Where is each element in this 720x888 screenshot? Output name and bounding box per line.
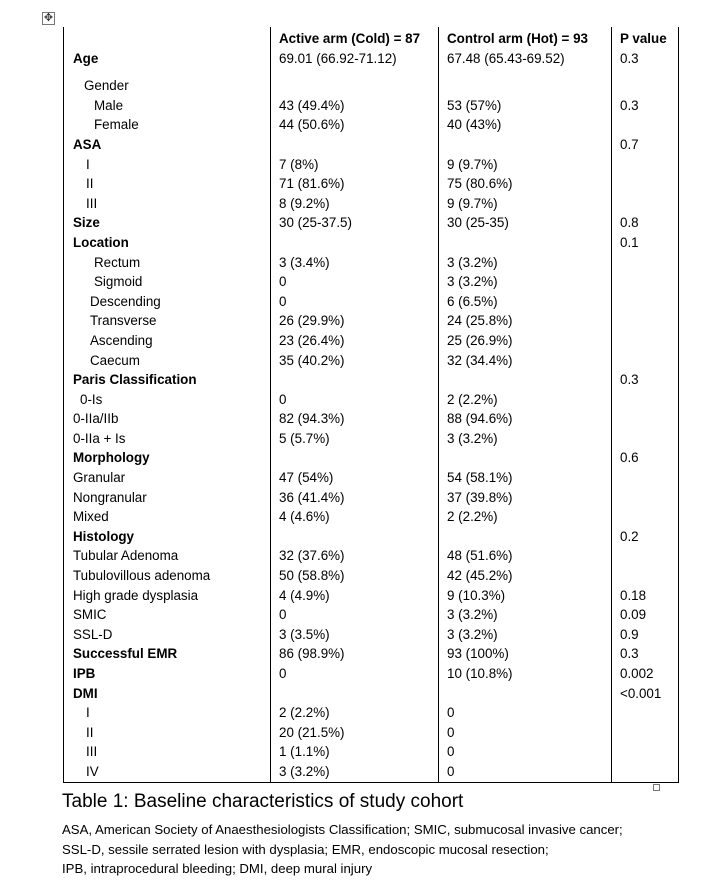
row-label: II [64,723,271,743]
control-arm-value: 9 (10.3%) [439,586,612,606]
row-label: Successful EMR [64,644,271,664]
p-value: 0.18 [612,586,679,606]
active-arm-value: 35 (40.2%) [271,351,439,371]
p-value: <0.001 [612,684,679,704]
row-label: II [64,174,271,194]
active-arm-value: 23 (26.4%) [271,331,439,351]
footnote-line: ASA, American Society of Anaesthesiologists Classification; SMIC, submucosal invasive cancer; [62,822,623,837]
table-row [64,448,679,468]
table-row [64,370,679,390]
row-label: III [64,742,271,762]
table-row [64,546,679,566]
active-arm-value [271,135,439,155]
active-arm-value: 44 (50.6%) [271,115,439,135]
p-value: 0.2 [612,527,679,547]
header-cell-label [64,27,271,49]
row-label: Gender [64,76,271,96]
p-value [612,155,679,175]
active-arm-value: 3 (3.4%) [271,253,439,273]
active-arm-value: 30 (25-37.5) [271,213,439,233]
active-arm-value: 5 (5.7%) [271,429,439,449]
row-label: 0-IIa/IIb [64,409,271,429]
active-arm-value: 8 (9.2%) [271,194,439,214]
active-arm-value: 0 [271,664,439,684]
table-row [64,644,679,664]
p-value [612,507,679,527]
baseline-characteristics-table [63,27,679,783]
row-label: Histology [64,527,271,547]
active-arm-value: 43 (49.4%) [271,96,439,116]
row-label: SSL-D [64,625,271,645]
table-row [64,272,679,292]
active-arm-value [271,370,439,390]
table-row [64,468,679,488]
table-row [64,390,679,410]
p-value: 0.3 [612,370,679,390]
control-arm-value: 9 (9.7%) [439,155,612,175]
control-arm-value [439,527,612,547]
active-arm-value [271,527,439,547]
p-value: 0.9 [612,625,679,645]
row-label: Size [64,213,271,233]
control-arm-value: 3 (3.2%) [439,253,612,273]
table-row [64,292,679,312]
table-row [64,625,679,645]
table-row [64,311,679,331]
table-row [64,174,679,194]
row-label: Ascending [64,331,271,351]
active-arm-value: 71 (81.6%) [271,174,439,194]
control-arm-value: 3 (3.2%) [439,605,612,625]
active-arm-value: 2 (2.2%) [271,703,439,723]
spacer-cell [439,68,612,76]
spacer-cell [612,68,679,76]
row-label: I [64,703,271,723]
control-arm-value: 75 (80.6%) [439,174,612,194]
table-row [64,213,679,233]
table-row [64,742,679,762]
table-row [64,233,679,253]
p-value [612,390,679,410]
table-row [64,605,679,625]
p-value: 0.3 [612,644,679,664]
table-row [64,723,679,743]
row-label: High grade dysplasia [64,586,271,606]
row-label: III [64,194,271,214]
p-value [612,742,679,762]
header-cell-control-arm: Control arm (Hot) = 93 [439,27,612,49]
table-resize-handle-icon[interactable] [653,784,660,791]
p-value [612,311,679,331]
row-label: Sigmoid [64,272,271,292]
p-value [612,566,679,586]
footnote-line: SSL-D, sessile serrated lesion with dysplasia; EMR, endoscopic mucosal resection; [62,841,549,857]
table-header-row [64,27,679,49]
row-label: Tubulovillous adenoma [64,566,271,586]
row-label: I [64,155,271,175]
p-value [612,351,679,371]
active-arm-value [271,233,439,253]
p-value [612,409,679,429]
p-value [612,292,679,312]
spacer-cell [64,68,271,76]
active-arm-value [271,448,439,468]
control-arm-value: 3 (3.2%) [439,429,612,449]
control-arm-value: 54 (58.1%) [439,468,612,488]
control-arm-value: 40 (43%) [439,115,612,135]
active-arm-value [271,684,439,704]
table-row [64,684,679,704]
active-arm-value [271,76,439,96]
spacer-cell [271,68,439,76]
control-arm-value: 30 (25-35) [439,213,612,233]
control-arm-value [439,135,612,155]
table-row [64,409,679,429]
control-arm-value: 0 [439,742,612,762]
p-value [612,272,679,292]
active-arm-value: 4 (4.9%) [271,586,439,606]
control-arm-value: 0 [439,762,612,782]
table-row [64,429,679,449]
p-value: 0.3 [612,96,679,116]
control-arm-value: 10 (10.8%) [439,664,612,684]
table-row [64,194,679,214]
row-label: 0-IIa + Is [64,429,271,449]
row-label: SMIC [64,605,271,625]
table-row [64,664,679,684]
row-label: Male [64,96,271,116]
row-label: Granular [64,468,271,488]
table-row [64,586,679,606]
p-value: 0.8 [612,213,679,233]
active-arm-value: 3 (3.2%) [271,762,439,782]
row-label: Descending [64,292,271,312]
table-row [64,507,679,527]
control-arm-value: 0 [439,723,612,743]
active-arm-value: 7 (8%) [271,155,439,175]
p-value [612,174,679,194]
row-label: Paris Classification [64,370,271,390]
control-arm-value: 48 (51.6%) [439,546,612,566]
control-arm-value: 37 (39.8%) [439,488,612,508]
control-arm-value: 6 (6.5%) [439,292,612,312]
p-value [612,331,679,351]
row-label: Morphology [64,448,271,468]
row-label: IPB [64,664,271,684]
row-label: Female [64,115,271,135]
row-label: Mixed [64,507,271,527]
header-cell-p-value: P value [612,27,679,49]
p-value: 0.1 [612,233,679,253]
table-row [64,527,679,547]
control-arm-value: 2 (2.2%) [439,390,612,410]
active-arm-value: 1 (1.1%) [271,742,439,762]
p-value [612,76,679,96]
table-row [64,49,679,69]
table-row [64,96,679,116]
table-row [64,253,679,273]
control-arm-value: 93 (100%) [439,644,612,664]
table-row [64,351,679,371]
active-arm-value: 0 [271,390,439,410]
row-spacer [64,68,679,76]
row-label: Location [64,233,271,253]
active-arm-value: 0 [271,605,439,625]
footnote-line: IPB, intraprocedural bleeding; DMI, deep mural injury [62,861,373,876]
row-label: Nongranular [64,488,271,508]
control-arm-value [439,684,612,704]
p-value [612,546,679,566]
control-arm-value: 32 (34.4%) [439,351,612,371]
active-arm-value: 82 (94.3%) [271,409,439,429]
table-row [64,115,679,135]
row-label: Transverse [64,311,271,331]
p-value: 0.3 [612,49,679,69]
active-arm-value: 20 (21.5%) [271,723,439,743]
table-caption: Table 1: Baseline characteristics of study cohort [62,791,464,812]
p-value [612,468,679,488]
active-arm-value: 4 (4.6%) [271,507,439,527]
control-arm-value: 3 (3.2%) [439,272,612,292]
p-value: 0.002 [612,664,679,684]
active-arm-value: 0 [271,272,439,292]
control-arm-value: 53 (57%) [439,96,612,116]
header-cell-active-arm: Active arm (Cold) = 87 [271,27,439,49]
active-arm-value: 0 [271,292,439,312]
row-label: Tubular Adenoma [64,546,271,566]
table-row [64,703,679,723]
control-arm-value: 0 [439,703,612,723]
control-arm-value: 67.48 (65.43-69.52) [439,49,612,69]
control-arm-value: 25 (26.9%) [439,331,612,351]
row-label: Rectum [64,253,271,273]
p-value: 0.09 [612,605,679,625]
active-arm-value: 47 (54%) [271,468,439,488]
control-arm-value [439,370,612,390]
p-value [612,488,679,508]
table-footnote [62,820,712,879]
control-arm-value [439,448,612,468]
table-move-handle-icon[interactable]: ✥ [43,12,54,24]
row-label: Age [64,49,271,69]
row-label: Caecum [64,351,271,371]
control-arm-value: 2 (2.2%) [439,507,612,527]
active-arm-value: 26 (29.9%) [271,311,439,331]
table-row [64,331,679,351]
table-row [64,566,679,586]
control-arm-value [439,233,612,253]
table-row [64,155,679,175]
control-arm-value: 9 (9.7%) [439,194,612,214]
p-value: 0.6 [612,448,679,468]
row-label: DMI [64,684,271,704]
p-value [612,253,679,273]
control-arm-value: 42 (45.2%) [439,566,612,586]
control-arm-value [439,76,612,96]
p-value [612,762,679,782]
row-label: 0-Is [64,390,271,410]
active-arm-value: 36 (41.4%) [271,488,439,508]
table-row [64,135,679,155]
p-value [612,194,679,214]
p-value: 0.7 [612,135,679,155]
active-arm-value: 69.01 (66.92-71.12) [271,49,439,69]
row-label: ASA [64,135,271,155]
control-arm-value: 24 (25.8%) [439,311,612,331]
control-arm-value: 88 (94.6%) [439,409,612,429]
table-row [64,488,679,508]
p-value [612,115,679,135]
active-arm-value: 50 (58.8%) [271,566,439,586]
row-label: IV [64,762,271,782]
control-arm-value: 3 (3.2%) [439,625,612,645]
p-value [612,703,679,723]
table-row [64,762,679,782]
table-row [64,76,679,96]
active-arm-value: 86 (98.9%) [271,644,439,664]
active-arm-value: 3 (3.5%) [271,625,439,645]
p-value [612,723,679,743]
active-arm-value: 32 (37.6%) [271,546,439,566]
p-value [612,429,679,449]
